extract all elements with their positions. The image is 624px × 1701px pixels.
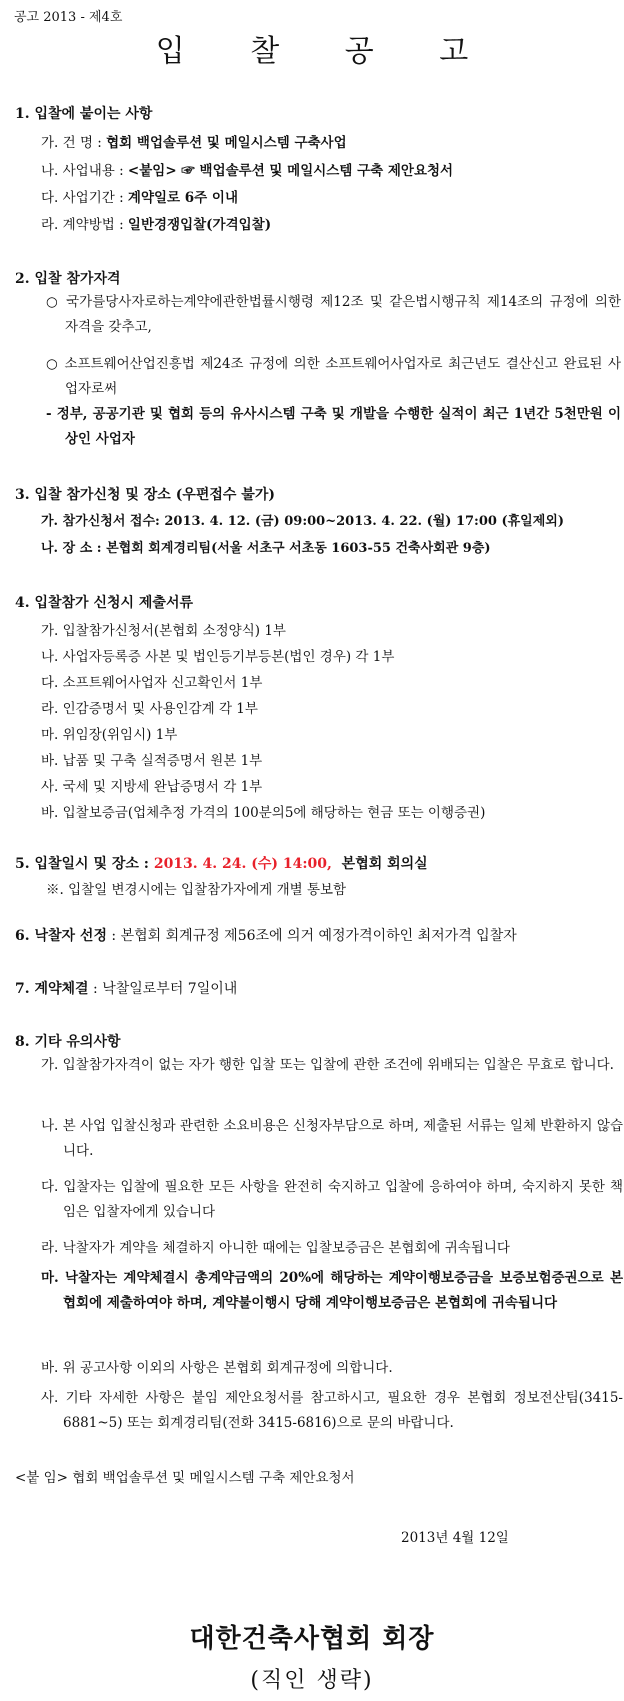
qualification-item: ○ 소프트웨어산업진흥법 제24조 규정에 의한 소프트웨어사업자로 최근년도 결산신고 완료된 사업자로써 [46, 356, 621, 397]
document-item: 바. 납품 및 구축 실적증명서 원본 1부 [41, 753, 263, 769]
document-item: 마. 위임장(위임시) 1부 [41, 727, 178, 743]
bid-datetime: 2013. 4. 24. (수) 14:00, [153, 856, 332, 872]
section-4-heading: 4. 입찰참가 신청시 제출서류 [15, 595, 194, 611]
bid-date-change-note: ※. 입찰일 변경시에는 입찰참가자에게 개별 통보함 [46, 882, 347, 898]
section-1-heading: 1. 입찰에 붙이는 사항 [15, 106, 153, 122]
section-3-heading: 3. 입찰 참가신청 및 장소 (우편접수 불가) [15, 487, 275, 503]
section-1-item: 가. 건 명 : 협회 백업솔루션 및 메일시스템 구축사업 [41, 135, 347, 151]
note-item: 바. 위 공고사항 이외의 사항은 본협회 회계규정에 의합니다. [41, 1360, 393, 1376]
note-item: 가. 입찰참가자격이 없는 자가 행한 입찰 또는 입찰에 관한 조건에 위배되는 입찰은 무효로 합니다. [41, 1057, 614, 1073]
section-1-item: 라. 계약방법 : 일반경쟁입찰(가격입찰) [41, 217, 272, 233]
notice-date: 2013년 4월 12일 [401, 1530, 509, 1546]
application-period: 가. 참가신청서 접수: 2013. 4. 12. (금) 09:00~2013. 4. 22. (월) 17:00 (휴일제외) [41, 514, 564, 529]
qualification-item: - 정부, 공공기관 및 협회 등의 유사시스템 구축 및 개발을 수행한 실적이 최근 1년간 5천만원 이상인 사업자 [46, 406, 621, 447]
note-item: 라. 낙찰자가 계약을 체결하지 아니한 때에는 입찰보증금은 본협회에 귀속됩니다 [41, 1240, 510, 1256]
section-8-heading: 8. 기타 유의사항 [15, 1034, 121, 1050]
seal-note: (직인 생략) [250, 1668, 374, 1693]
page-title: 입 찰 공 고 [155, 34, 497, 69]
application-place: 나. 장 소 : 본협회 회계경리팀(서울 서초구 서초동 1603-55 건축사회관 9층) [41, 541, 491, 556]
bid-place: 본협회 회의실 [341, 856, 428, 872]
signer-name: 대한건축사협회 회장 [189, 1624, 435, 1654]
note-item: 나. 본 사업 입찰신청과 관련한 소요비용은 신청자부담으로 하며, 제출된 서류는 일체 반환하지 않습니다. [41, 1118, 623, 1159]
document-item: 라. 인감증명서 및 사용인감계 각 1부 [41, 701, 258, 717]
section-7-heading: 7. 계약체결 : 낙찰일로부터 7일이내 [15, 981, 238, 997]
section-1-item: 나. 사업내용 : <붙임> ☞ 백업솔루션 및 메일시스템 구축 제안요청서 [41, 163, 454, 179]
section-1-item: 다. 사업기간 : 계약일로 6주 이내 [41, 190, 239, 206]
document-item: 가. 입찰참가신청서(본협회 소정양식) 1부 [41, 623, 286, 639]
qualification-item: ○ 국가를당사자로하는계약에관한법률시행령 제12조 및 같은법시행규칙 제14조의 규정에 의한 자격을 갖추고, [46, 294, 621, 335]
document-item: 사. 국세 및 지방세 완납증명서 각 1부 [41, 779, 263, 795]
attachment-line: <붙 임> 협회 백업솔루션 및 메일시스템 구축 제안요청서 [15, 1470, 355, 1486]
note-item: 다. 입찰자는 입찰에 필요한 모든 사항을 완전히 숙지하고 입찰에 응하여야 하며, 숙지하지 못한 책임은 입찰자에게 있습니다 [41, 1179, 623, 1220]
document-item: 다. 소프트웨어사업자 신고확인서 1부 [41, 675, 263, 691]
note-item: 사. 기타 자세한 사항은 붙임 제안요청서를 참고하시고, 필요한 경우 본협회 정보전산팀(3415-6881~5) 또는 회계경리팀(전화 3415-6816)으로 문의 바랍니다. [41, 1390, 623, 1431]
section-5-heading: 5. 입찰일시 및 장소 : 2013. 4. 24. (수) 14:00, 본협회 회의실 [15, 856, 428, 872]
note-item: 마. 낙찰자는 계약체결시 총계약금액의 20%에 해당하는 계약이행보증금을 보증보험증권으로 본협회에 제출하여야 하며, 계약불이행시 당해 계약이행보증금은 본협회에 귀속됩니다 [41, 1270, 623, 1311]
document-item: 바. 입찰보증금(업체추정 가격의 100분의5에 해당하는 현금 또는 이행증권) [41, 805, 486, 821]
section-6-heading: 6. 낙찰자 선정 : 본협회 회계규정 제56조에 의거 예정가격이하인 최저가격 입찰자 [15, 928, 517, 944]
section-2-heading: 2. 입찰 참가자격 [15, 271, 121, 287]
notice-number: 공고 2013 - 제4호 [14, 10, 123, 25]
document-item: 나. 사업자등록증 사본 및 법인등기부등본(법인 경우) 각 1부 [41, 649, 395, 665]
